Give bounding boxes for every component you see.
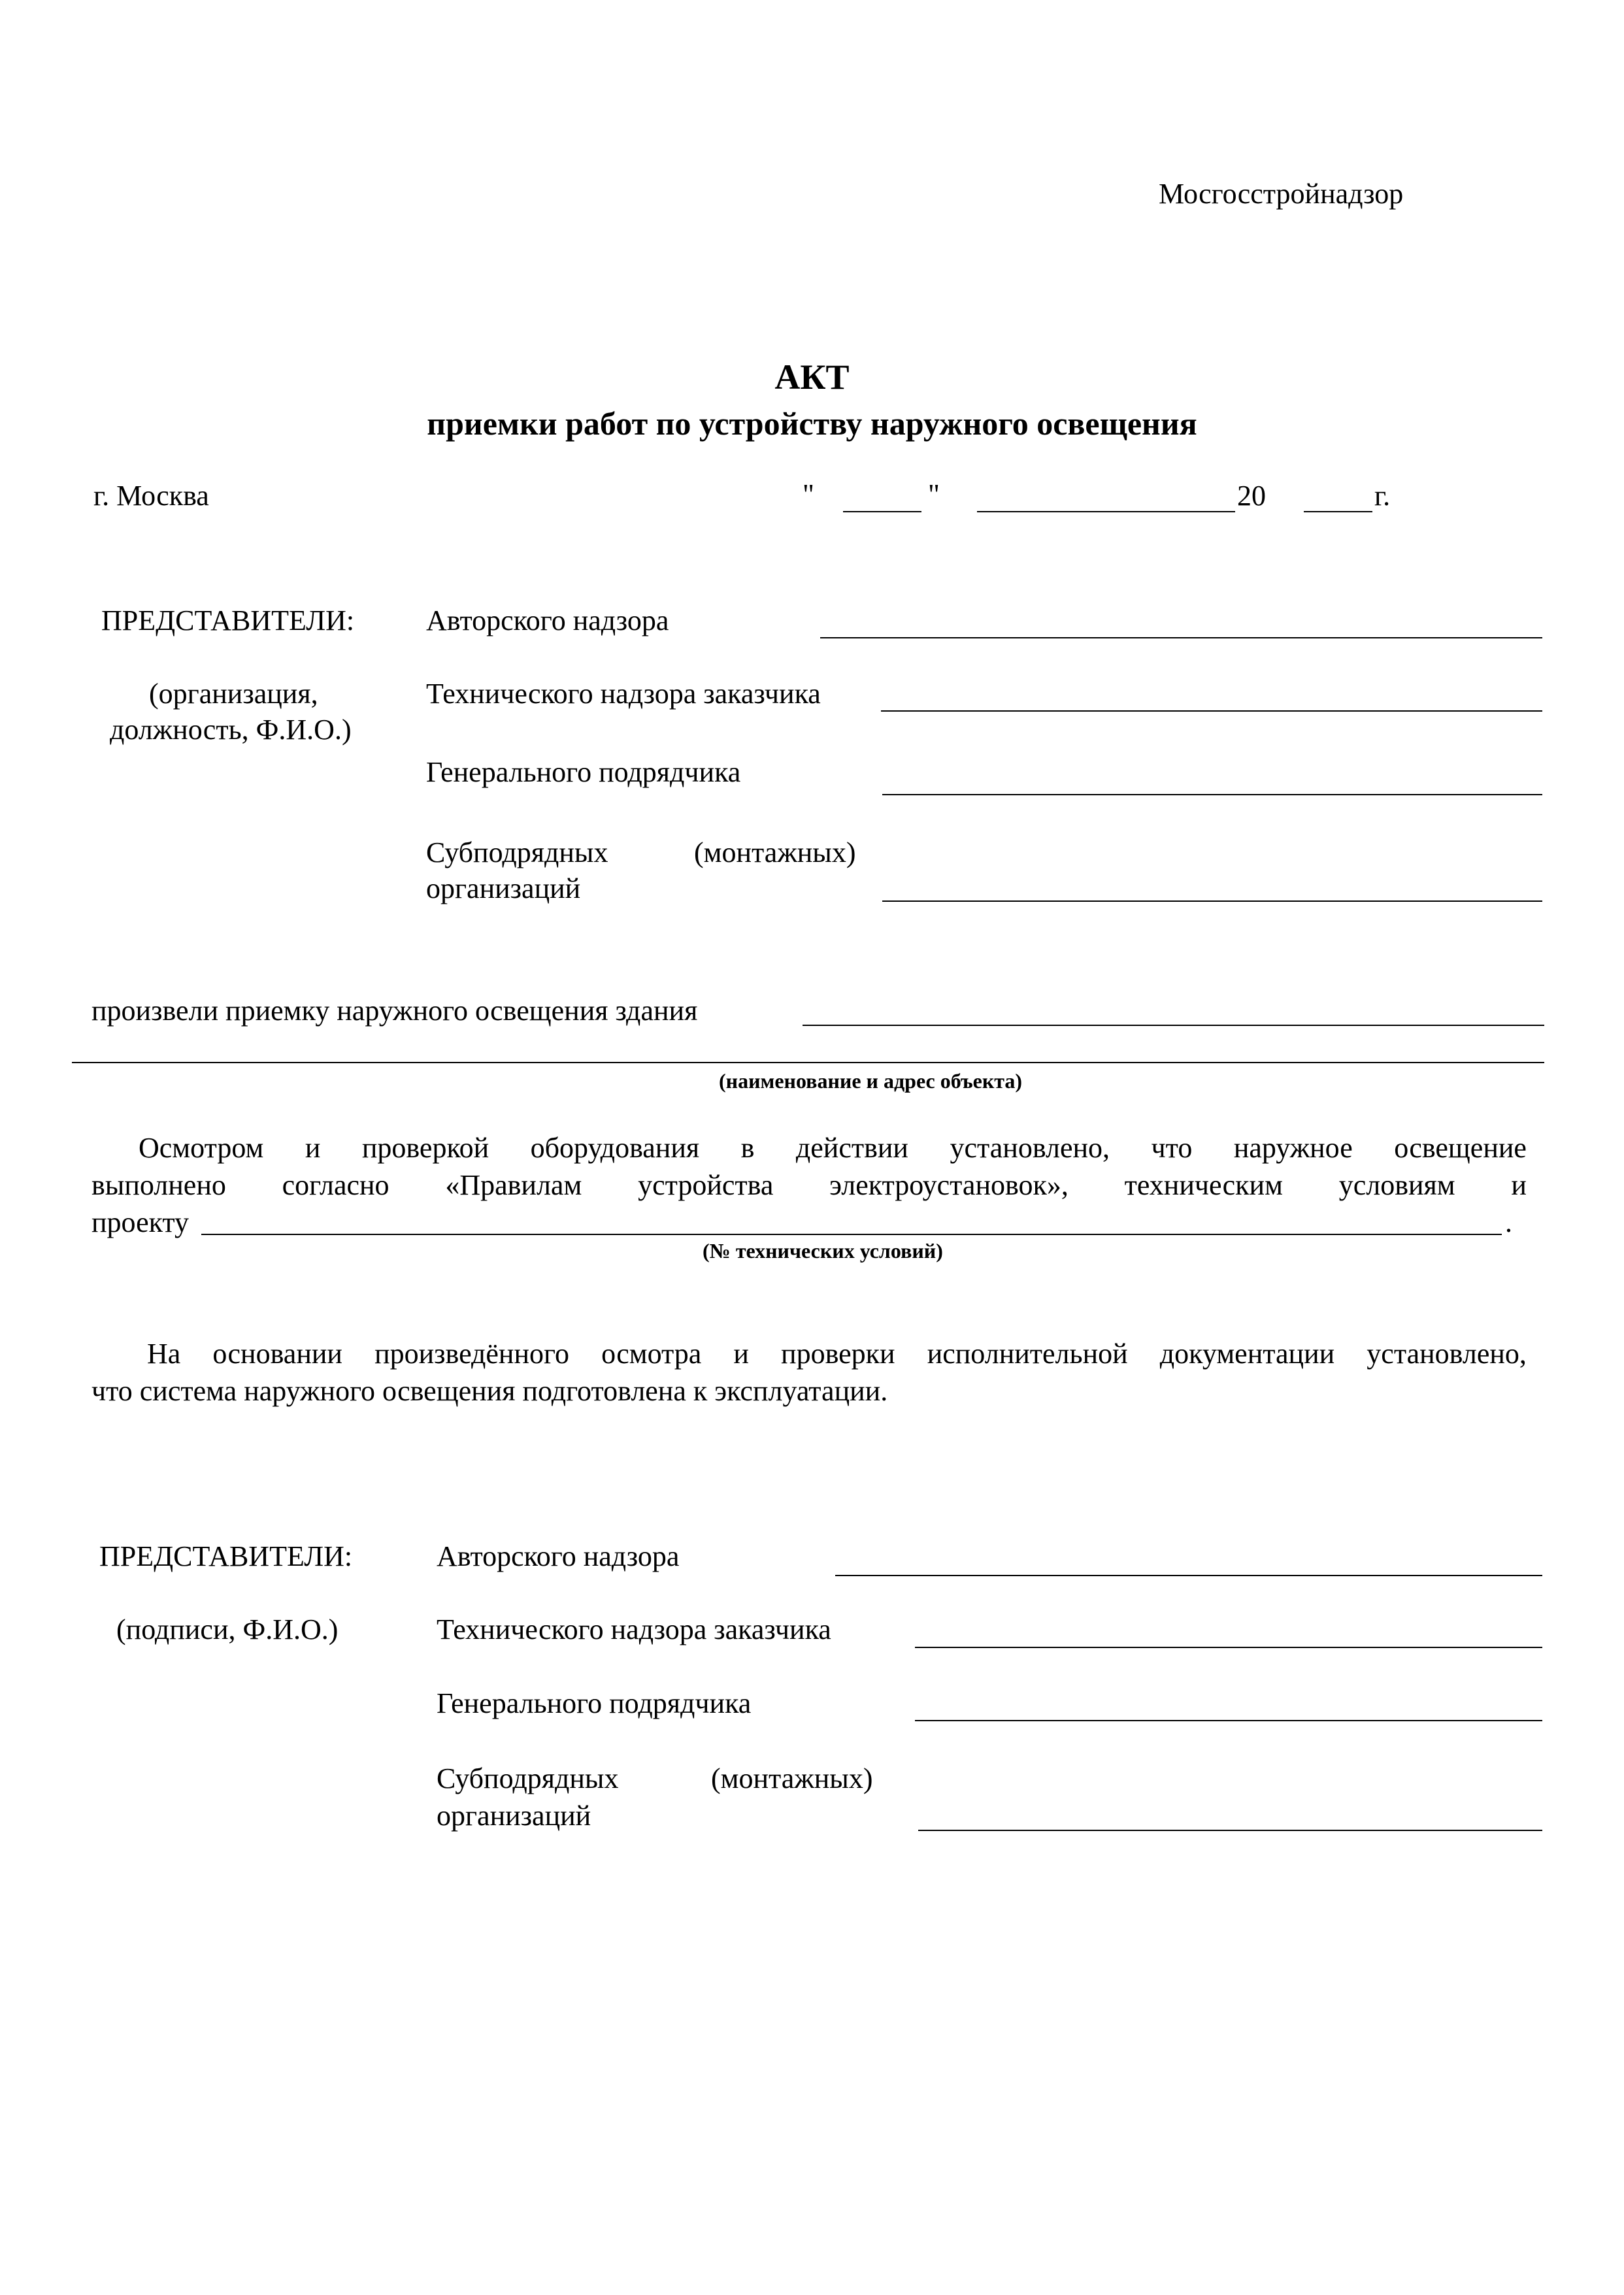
subcontractors-word2-2: (монтажных) [711, 1762, 873, 1794]
author-supervision-label-1: Авторского надзора [426, 604, 669, 636]
date-open-quote: " [803, 478, 814, 510]
subcontractors-signature[interactable] [918, 1830, 1542, 1831]
general-contractor-label-2: Генерального подрядчика [437, 1687, 752, 1719]
representatives-note-line1: (организация, [149, 678, 318, 710]
conclusion-line1: На основании произведённого осмотра и проверки исполнительной документации установлено, [147, 1338, 1527, 1370]
tech-supervision-field-1[interactable] [881, 710, 1542, 712]
project-number-field[interactable] [201, 1234, 1502, 1235]
acceptance-text: произвели приемку наружного освещения здания [91, 995, 698, 1027]
subcontractors-field-1[interactable] [882, 900, 1542, 902]
inspection-line3-word: проекту [91, 1206, 190, 1238]
general-contractor-field-1[interactable] [882, 794, 1542, 795]
representatives-label-1: ПРЕДСТАВИТЕЛИ: [101, 604, 355, 636]
general-contractor-label-1: Генерального подрядчика [426, 756, 741, 788]
inspection-line2: выполнено согласно «Правилам устройства электроустановок», техническим условиям и [91, 1169, 1527, 1201]
subcontractors-word1-1: Субподрядных [426, 836, 608, 868]
inspection-line3-end: . [1505, 1206, 1512, 1238]
representatives-label-2: ПРЕДСТАВИТЕЛИ: [99, 1540, 353, 1572]
inspection-line1: Осмотром и проверкой оборудования в действии установлено, что наружное освещение [139, 1132, 1527, 1164]
day-field[interactable] [843, 511, 921, 512]
year-field[interactable] [1304, 511, 1372, 512]
author-supervision-label-2: Авторского надзора [437, 1540, 680, 1572]
tech-conditions-caption: (№ технических условий) [703, 1239, 943, 1263]
month-field[interactable] [977, 511, 1235, 512]
year-century: 20 [1237, 480, 1266, 512]
object-caption: (наименование и адрес объекта) [719, 1069, 1023, 1093]
building-address-field[interactable] [72, 1062, 1544, 1063]
building-name-field[interactable] [803, 1025, 1544, 1026]
author-supervision-signature[interactable] [835, 1575, 1542, 1576]
subcontractors-line2-1: организаций [426, 872, 581, 904]
organization-name: Мосгосстройнадзор [1159, 178, 1404, 210]
representatives-note-line2: должность, Ф.И.О.) [110, 714, 352, 746]
tech-supervision-label-1: Технического надзора заказчика [426, 678, 821, 710]
subcontractors-word1-2: Субподрядных [437, 1762, 619, 1794]
general-contractor-signature[interactable] [915, 1720, 1542, 1721]
subcontractors-word2-1: (монтажных) [694, 836, 856, 868]
signatures-note: (подписи, Ф.И.О.) [116, 1613, 339, 1645]
document-title: АКТ [774, 357, 850, 397]
tech-supervision-signature[interactable] [915, 1647, 1542, 1648]
year-suffix: г. [1374, 480, 1391, 512]
subcontractors-line2-2: организаций [437, 1800, 591, 1832]
document-subtitle: приемки работ по устройству наружного освещения [427, 405, 1197, 442]
date-close-quote: " [928, 478, 940, 510]
tech-supervision-label-2: Технического надзора заказчика [437, 1613, 831, 1645]
author-supervision-field-1[interactable] [820, 637, 1542, 638]
conclusion-line2: что система наружного освещения подготовлена к эксплуатации. [91, 1375, 888, 1407]
city: г. Москва [93, 480, 209, 512]
